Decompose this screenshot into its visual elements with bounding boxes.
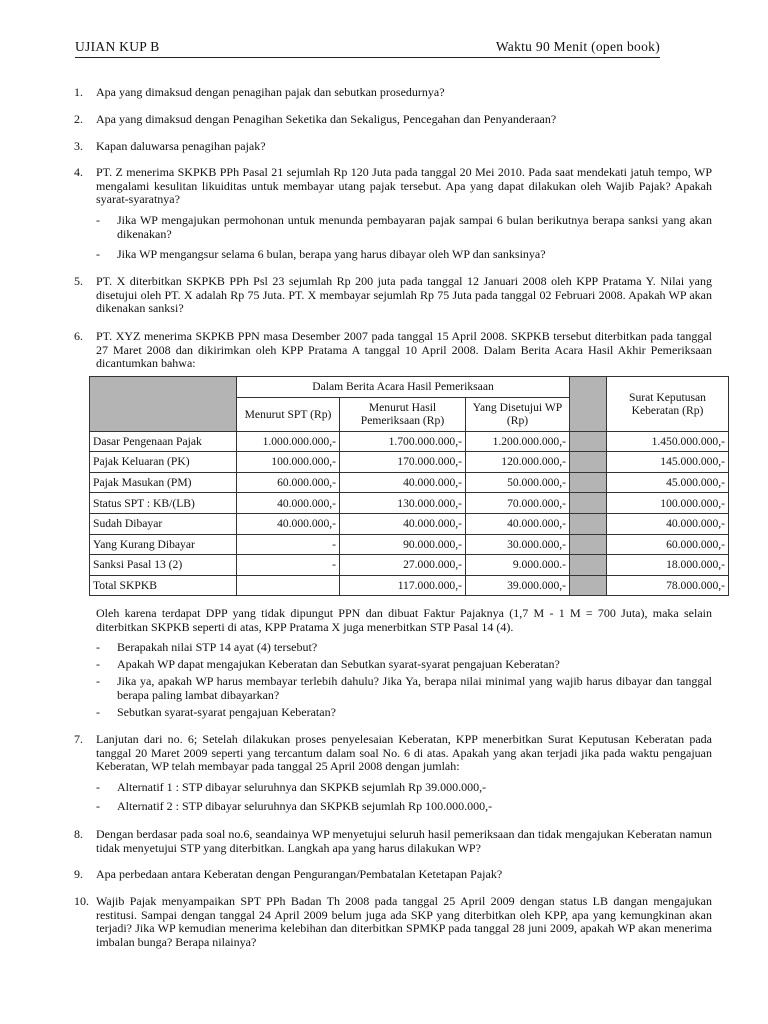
group-header: Dalam Berita Acara Hasil Pemeriksaan [237,377,570,398]
table-row [90,493,729,514]
bullet-dash: - [96,705,100,719]
question-text: Apa yang dimaksud dengan Penagihan Seketika dan Sekaligus, Pencegahan dan Penyanderaan? [96,112,557,126]
table-row [90,534,729,555]
cell-hasil: 40.000.000,- [340,472,466,493]
cell-sk: 40.000.000,- [607,513,729,534]
gray-cell [570,493,607,514]
row-label: Total SKPKB [90,575,237,596]
exam-title: UJIAN KUP B [75,39,160,54]
cell-hasil: 40.000.000,- [340,513,466,534]
cell-setuju: 40.000.000,- [466,513,570,534]
question-text: Kapan daluwarsa penagihan pajak? [96,139,266,153]
sub-question-text: Jika WP mengajukan permohonan untuk menunda pembayaran pajak sampai 6 bulan berikutnya berapa sanksi yang akan dikenakan? [117,213,712,241]
question-number: 2. [74,112,83,126]
bullet-dash: - [96,799,100,813]
cell-spt: 60.000.000,- [237,472,340,493]
page-header [75,39,660,58]
col-header-hasil: Menurut Hasil Pemeriksaan (Rp) [340,397,466,431]
cell-hasil: 1.700.000.000,- [340,431,466,452]
row-label: Yang Kurang Dibayar [90,534,237,555]
sub-question-text: Alternatif 2 : STP dibayar seluruhnya dan SKPKB sejumlah Rp 100.000.000,- [117,799,493,813]
question-text: Wajib Pajak menyampaikan SPT PPh Badan Th 2008 pada tanggal 25 April 2009 dengan status LB dangan mengajukan restitusi. Sampai dengan tanggal 24 April 2009 belum juga ada SKP yang diterbitkan oleh KPP, apa yang kemungkinan akan terjadi? Jika WP kemudian menerima kelebihan dan diterbitkan SPMKP pada tanggal 28 juni 2009, apakah WP akan menerima imbalan bunga? Berapa nilainya? [96,894,712,949]
sub-question-text: Alternatif 1 : STP dibayar seluruhnya dan SKPKB sejumlah Rp 39.000.000,- [117,780,487,794]
question-number: 5. [74,274,83,288]
note-text: Oleh karena terdapat DPP yang tidak dipungut PPN dan dibuat Faktur Pajaknya (1,7 M - 1 M = 700 Juta), maka selain diterbitkan SKPKB seperti di atas, KPP Pratama X juga menerbitkan STP Pasal 14 (4). [96,606,712,634]
gray-cell [570,513,607,534]
cell-spt: - [237,534,340,555]
cell-hasil: 90.000.000,- [340,534,466,555]
cell-setuju: 9.000.000.- [466,555,570,576]
gray-cell [570,555,607,576]
question-number: 10. [74,894,89,908]
cell-spt: 1.000.000.000,- [237,431,340,452]
cell-spt: 100.000.000,- [237,452,340,473]
table-row [90,431,729,452]
gray-cell [570,472,607,493]
row-label: Sudah Dibayar [90,513,237,534]
table-row [90,452,729,473]
col-header-spt: Menurut SPT (Rp) [237,397,340,431]
question-text: Lanjutan dari no. 6; Setelah dilakukan proses penyelesaian Keberatan, KPP menerbitkan Surat Keputusan Keberatan pada tanggal 20 Maret 2009 seperti yang tercantum dalam soal No. 6 di atas. Apakah yang akan terjadi jika pada waktu pengajuan Keberatan, WP telah membayar pada tanggal 25 April 2008 dengan jumlah: [96,732,712,774]
gray-spacer-column [570,377,607,432]
row-label: Status SPT : KB/(LB) [90,493,237,514]
question-number: 9. [74,867,83,881]
sub-question-text: Jika WP mengangsur selama 6 bulan, berapa yang harus dibayar oleh WP dan sanksinya? [117,247,546,261]
question-number: 8. [74,827,83,841]
table-row [90,472,729,493]
bullet-dash: - [96,657,100,671]
question-number: 7. [74,732,83,746]
row-label: Dasar Pengenaan Pajak [90,431,237,452]
exam-duration: Waktu 90 Menit (open book) [495,39,660,54]
question-text: Apa yang dimaksud dengan penagihan pajak dan sebutkan prosedurnya? [96,85,445,99]
examination-table [89,376,729,596]
cell-sk: 18.000.000,- [607,555,729,576]
bullet-dash: - [96,247,100,261]
cell-spt [237,575,340,596]
question-text: Apa perbedaan antara Keberatan dengan Pengurangan/Pembatalan Ketetapan Pajak? [96,867,503,881]
cell-sk: 78.000.000,- [607,575,729,596]
question-text: PT. XYZ menerima SKPKB PPN masa Desember 2007 pada tanggal 15 April 2008. SKPKB tersebut diterbitkan pada tanggal 27 Maret 2008 dan dikirimkan oleh KPP Pratama A tanggal 10 April 2008. Dalam Berita Acara Hasil Akhir Pemeriksaan dicantumkan bahwa: [96,329,712,371]
cell-setuju: 1.200.000.000,- [466,431,570,452]
cell-sk: 60.000.000,- [607,534,729,555]
row-label: Sanksi Pasal 13 (2) [90,555,237,576]
gray-cell [570,431,607,452]
cell-spt: 40.000.000,- [237,513,340,534]
cell-hasil: 117.000.000,- [340,575,466,596]
cell-sk: 1.450.000.000,- [607,431,729,452]
question-number: 3. [74,139,83,153]
gray-cell [570,534,607,555]
question-text: Dengan berdasar pada soal no.6, seandainya WP menyetujui seluruh hasil pemeriksaan dan tidak mengajukan Keberatan namun tidak menyetujui STP yang diterbitkan. Langkah apa yang harus dilakukan WP? [96,827,712,855]
cell-setuju: 39.000.000,- [466,575,570,596]
cell-sk: 145.000.000,- [607,452,729,473]
bullet-dash: - [96,213,100,227]
bullet-dash: - [96,780,100,794]
gray-cell [570,575,607,596]
sub-question-text: Jika ya, apakah WP harus membayar terlebih dahulu? Jika Ya, berapa nilai minimal yang wajib harus dibayar dan tanggal berapa paling lambat dibayarkan? [117,674,712,702]
cell-spt: 40.000.000,- [237,493,340,514]
cell-setuju: 120.000.000,- [466,452,570,473]
sub-question-text: Apakah WP dapat mengajukan Keberatan dan Sebutkan syarat-syarat pengajuan Keberatan? [117,657,560,671]
cell-hasil: 130.000.000,- [340,493,466,514]
cell-hasil: 27.000.000,- [340,555,466,576]
sub-question-text: Berapakah nilai STP 14 ayat (4) tersebut? [117,640,318,654]
sub-question-text: Sebutkan syarat-syarat pengajuan Keberatan? [117,705,336,719]
table-row [90,575,729,596]
gray-cell [570,452,607,473]
question-text: PT. X diterbitkan SKPKB PPh Psl 23 sejumlah Rp 200 juta pada tanggal 12 Januari 2008 oleh KPP Pratama Y. Nilai yang disetujui oleh PT. X adalah Rp 75 Juta. PT. X membayar sejumlah Rp 75 Juta pada tanggal 02 Februari 2008. Apakah WP akan dikenakan sanksi? [96,274,712,316]
question-number: 4. [74,165,83,179]
row-label: Pajak Masukan (PM) [90,472,237,493]
cell-sk: 45.000.000,- [607,472,729,493]
cell-setuju: 70.000.000,- [466,493,570,514]
question-number: 6. [74,329,83,343]
cell-sk: 100.000.000,- [607,493,729,514]
cell-setuju: 50.000.000,- [466,472,570,493]
table-row [90,513,729,534]
cell-setuju: 30.000.000,- [466,534,570,555]
cell-hasil: 170.000.000,- [340,452,466,473]
table-corner [90,377,237,432]
row-label: Pajak Keluaran (PK) [90,452,237,473]
bullet-dash: - [96,640,100,654]
table-row [90,555,729,576]
bullet-dash: - [96,674,100,688]
col-header-sk: Surat Keputusan Keberatan (Rp) [607,377,729,432]
col-header-setuju: Yang Disetujui WP (Rp) [466,397,570,431]
question-text: PT. Z menerima SKPKB PPh Pasal 21 sejumlah Rp 120 Juta pada tanggal 20 Mei 2010. Pada saat mendekati jatuh tempo, WP mengalami kesulitan likuiditas untuk membayar utang pajak tersebut. Apa yang dapat dilakukan oleh Wajib Pajak? Apakah syarat-syaratnya? [96,165,712,207]
cell-spt: - [237,555,340,576]
question-number: 1. [74,85,83,99]
